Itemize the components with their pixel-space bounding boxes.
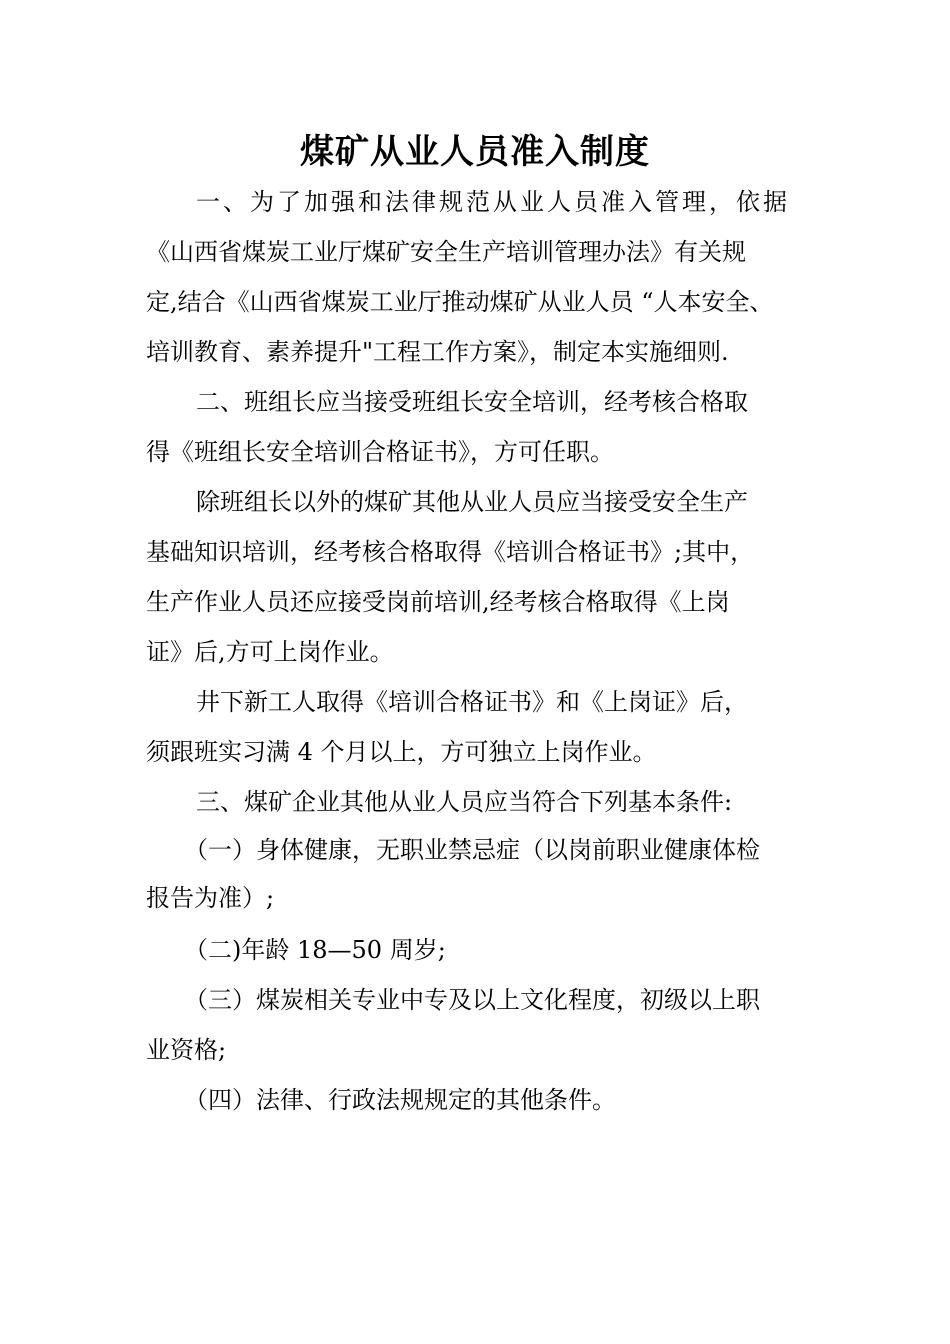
paragraph-line: （二)年龄 18—50 周岁; — [184, 936, 446, 964]
paragraph-line: 除班组长以外的煤矿其他从业人员应当接受安全生产 — [196, 488, 748, 516]
paragraph-line: 定,结合《山西省煤炭工业厅推动煤矿从业人员 “人本安全、 — [146, 288, 774, 316]
paragraph-line: （四）法律、行政法规规定的其他条件。 — [184, 1086, 616, 1114]
paragraph-line: 报告为准）; — [146, 884, 275, 912]
paragraph-line: （一）身体健康，无职业禁忌症（以岗前职业健康体检 — [184, 836, 760, 864]
paragraph-line: 须跟班实习满 4 个月以上，方可独立上岗作业。 — [146, 738, 657, 766]
document-title: 煤矿从业人员准入制度 — [300, 132, 650, 172]
paragraph-line: 基础知识培训，经考核合格取得《培训合格证书》;其中， — [146, 538, 755, 566]
paragraph-line: （三）煤炭相关专业中专及以上文化程度，初级以上职 — [184, 986, 760, 1014]
paragraph-line: 《山西省煤炭工业厅煤矿安全生产培训管理办法》有关规 — [146, 238, 746, 266]
paragraph-line: 业资格; — [146, 1036, 227, 1064]
paragraph-line: 证》后,方可上岗作业。 — [146, 638, 394, 666]
paragraph-line: 生产作业人员还应接受岗前培训,经考核合格取得《上岗 — [146, 588, 730, 616]
paragraph-line: 一、为了加强和法律规范从业人员准入管理，依据 — [196, 188, 790, 216]
paragraph-line: 三、煤矿企业其他从业人员应当符合下列基本条件: — [196, 788, 733, 816]
paragraph-line: 井下新工人取得《培训合格证书》和《上岗证》后， — [196, 688, 748, 716]
paragraph-line: 二、班组长应当接受班组长安全培训，经考核合格取 — [196, 388, 748, 416]
paragraph-line: 培训教育、素养提升"工程工作方案》，制定本实施细则. — [146, 338, 729, 366]
paragraph-line: 得《班组长安全培训合格证书》，方可任职。 — [146, 438, 614, 466]
